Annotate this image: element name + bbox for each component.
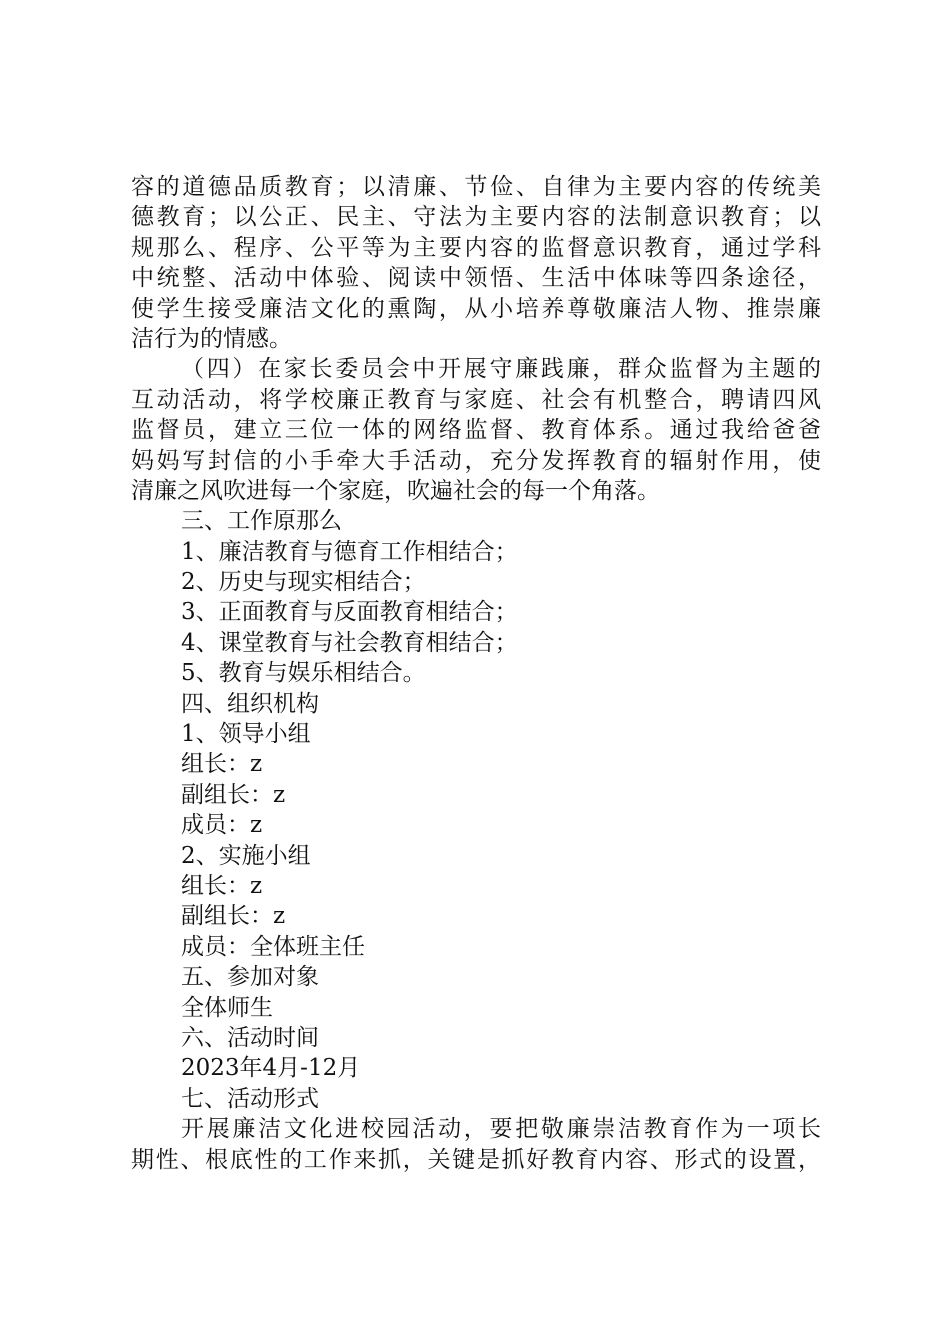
section-heading: 三、工作原那么 [181, 508, 342, 535]
list-item: 2、历史与现实相结合； [181, 569, 426, 596]
paragraph-line: 中统整、活动中体验、阅读中领悟、生活中体味等四条途径， [131, 265, 821, 292]
member-line: 组长：z [181, 751, 263, 778]
member-line: 成员：全体班主任 [181, 933, 365, 960]
member-line: 组长：z [181, 872, 263, 899]
list-item: 3、正面教育与反面教育相结合； [181, 599, 518, 626]
section-heading: 五、参加对象 [181, 964, 319, 991]
paragraph-line: 全体师生 [181, 994, 273, 1021]
section-heading: 六、活动时间 [181, 1024, 319, 1051]
list-item: 4、课堂教育与社会教育相结合； [181, 629, 518, 656]
list-item: 5、教育与娱乐相结合。 [181, 660, 426, 687]
paragraph-line: 妈妈写封信的小手牵大手活动，充分发挥教育的辐射作用，使 [131, 447, 821, 474]
paragraph-line: （四）在家长委员会中开展守廉践廉，群众监督为主题的 [181, 356, 821, 383]
subsection-heading: 1、领导小组 [181, 721, 311, 748]
paragraph-line: 开展廉洁文化进校园活动，要把敬廉崇洁教育作为一项长 [181, 1116, 821, 1143]
list-item: 1、廉洁教育与德育工作相结合； [181, 538, 518, 565]
paragraph-line: 德教育；以公正、民主、守法为主要内容的法制意识教育；以 [131, 204, 821, 231]
paragraph-line: 规那么、程序、公平等为主要内容的监督意识教育，通过学科 [131, 234, 821, 261]
paragraph-line: 容的道德品质教育；以清廉、节俭、自律为主要内容的传统美 [131, 174, 821, 200]
member-line: 副组长：z [181, 903, 286, 930]
section-heading: 四、组织机构 [181, 690, 319, 717]
paragraph-line: 洁行为的情感。 [131, 325, 292, 352]
paragraph-line: 清廉之风吹进每一个家庭，吹遍社会的每一个角落。 [131, 477, 660, 504]
subsection-heading: 2、实施小组 [181, 842, 311, 869]
paragraph-line: 2023年4月-12月 [181, 1055, 361, 1082]
member-line: 副组长：z [181, 781, 286, 808]
paragraph-line: 互动活动，将学校廉正教育与家庭、社会有机整合，聘请四风 [131, 386, 821, 413]
paragraph-line: 使学生接受廉洁文化的熏陶，从小培养尊敬廉洁人物、推崇廉 [131, 295, 821, 322]
paragraph-line: 监督员，建立三位一体的网络监督、教育体系。通过我给爸爸 [131, 417, 821, 444]
member-line: 成员：z [181, 812, 263, 839]
section-heading: 七、活动形式 [181, 1085, 319, 1112]
document-page [131, 172, 821, 1175]
paragraph-line: 期性、根底性的工作来抓，关键是抓好教育内容、形式的设置， [131, 1146, 821, 1173]
